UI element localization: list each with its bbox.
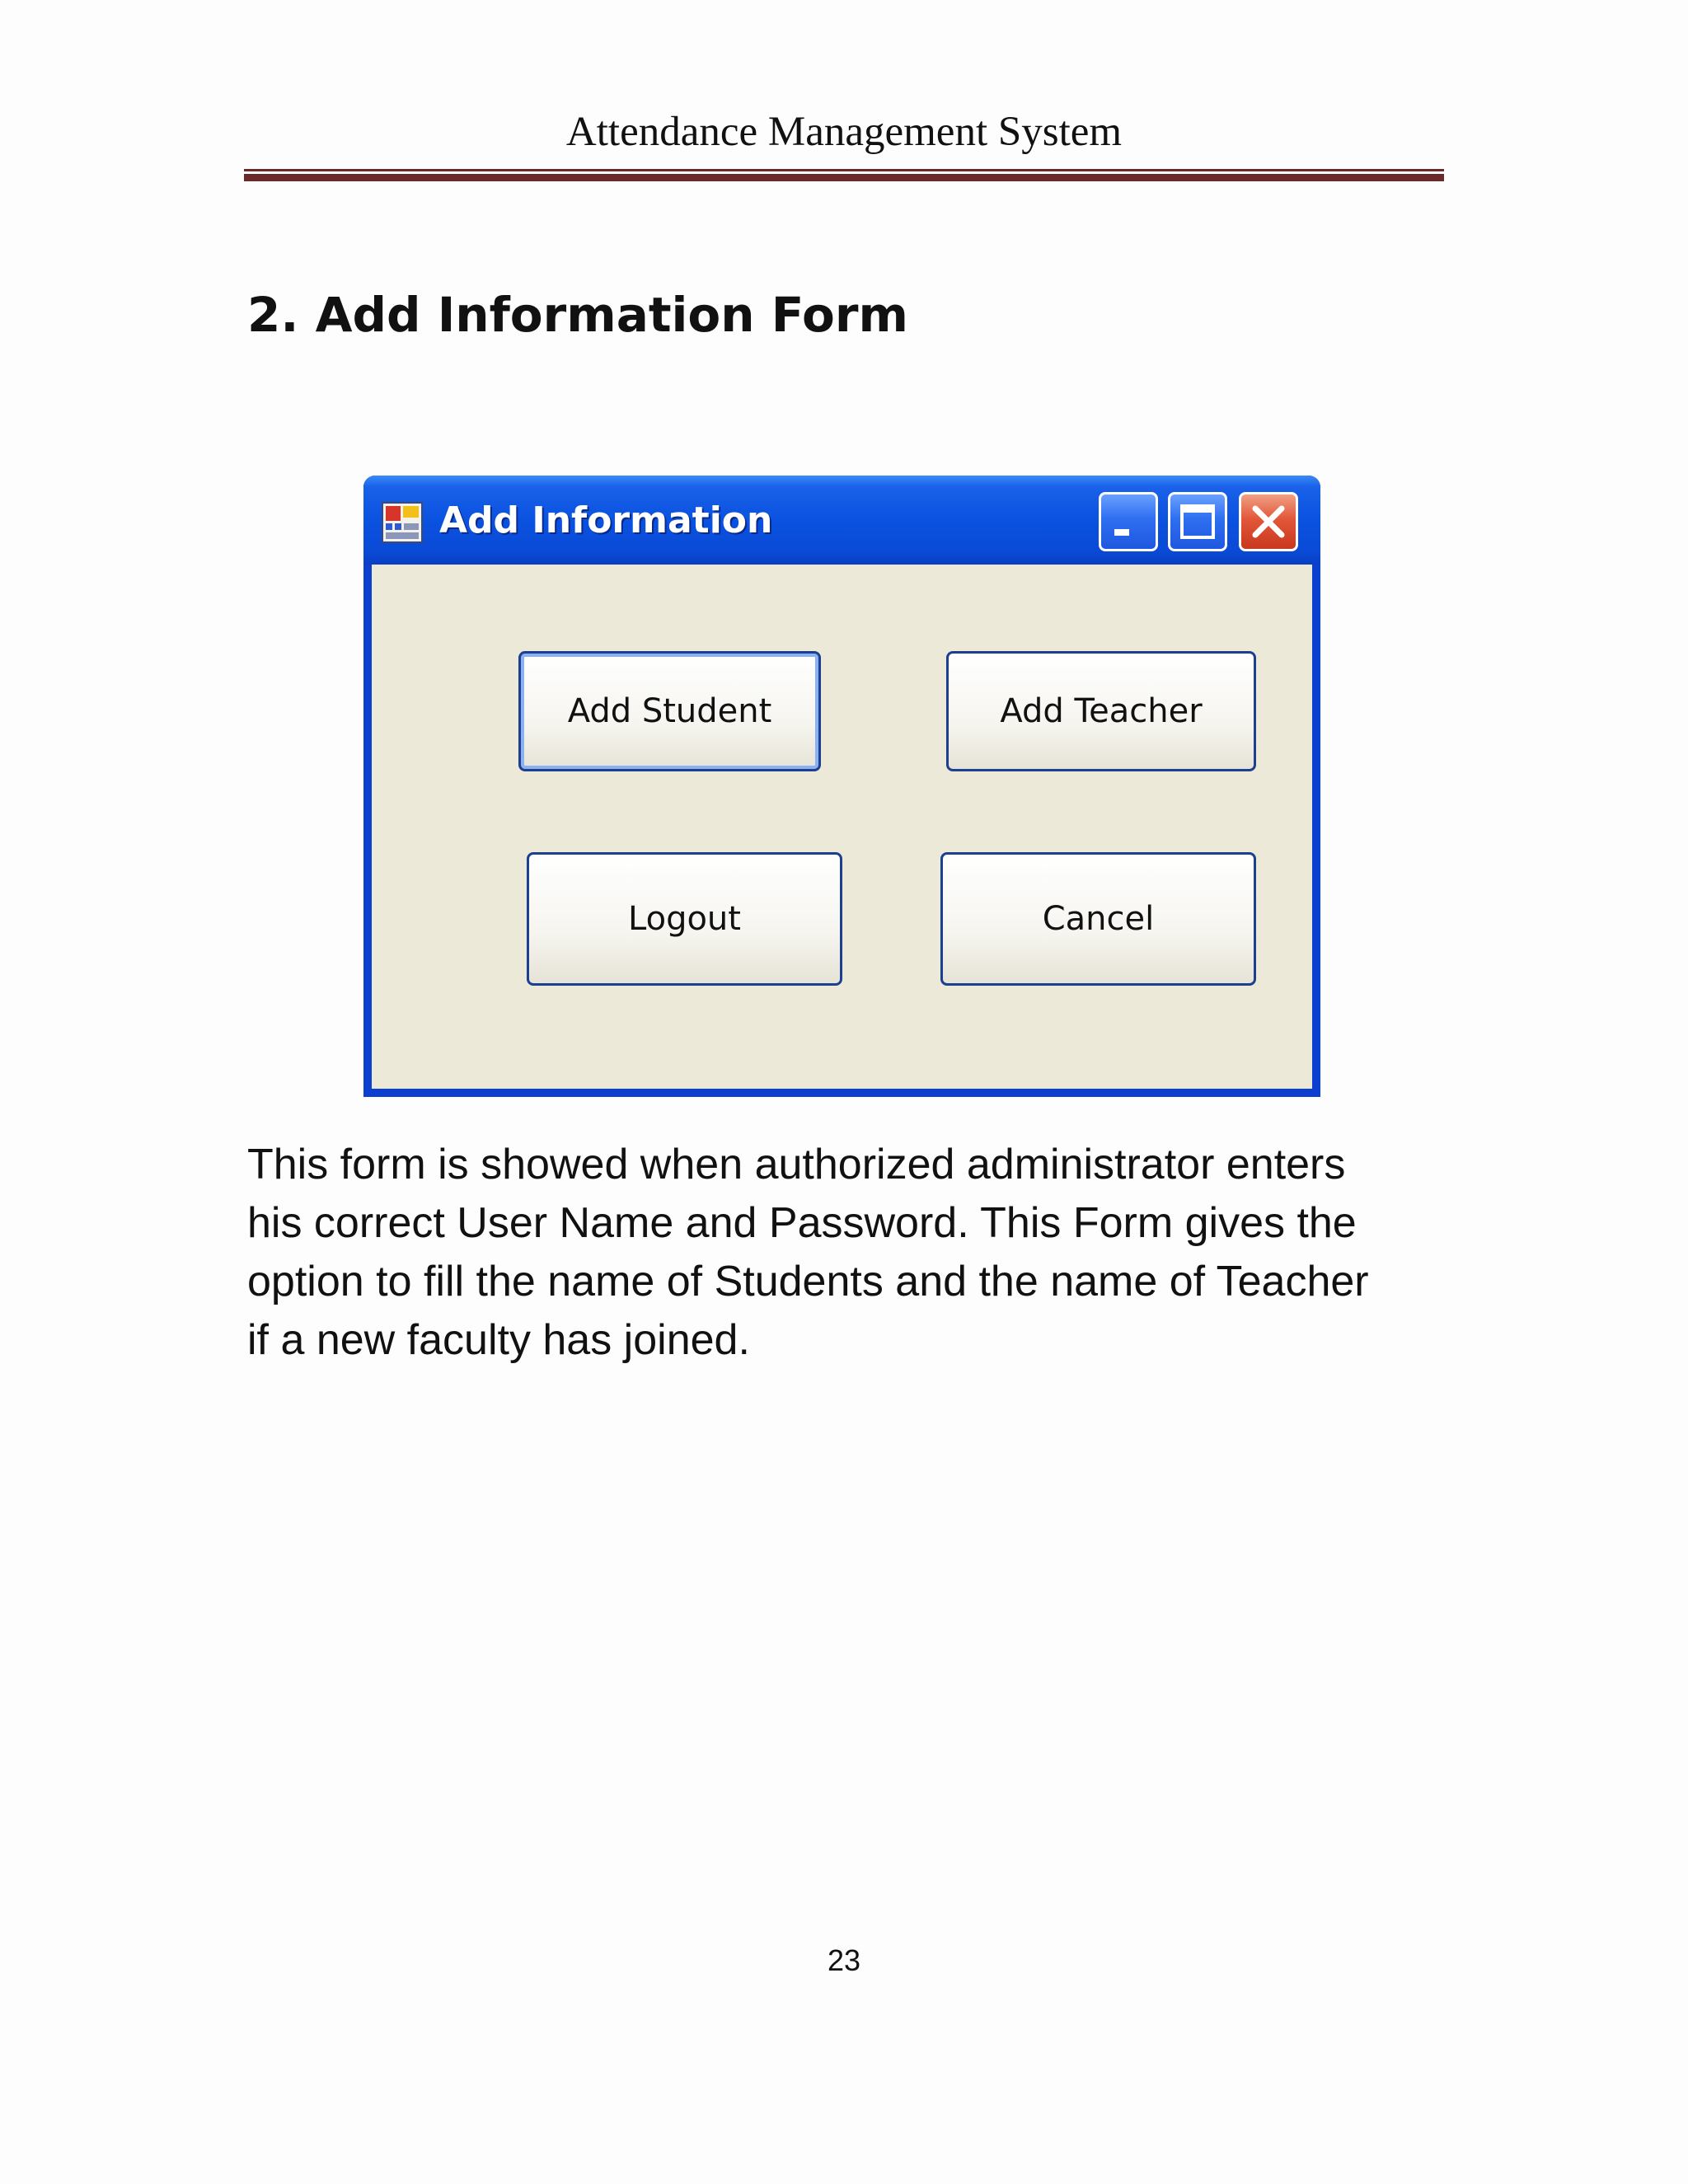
- description-line: This form is showed when authorized administrator enters: [247, 1141, 1346, 1188]
- header-divider-thick: [244, 174, 1444, 181]
- logout-button[interactable]: Logout: [527, 852, 842, 986]
- window-titlebar[interactable]: [363, 476, 1320, 565]
- close-button[interactable]: [1239, 492, 1298, 551]
- description-line: option to fill the name of Students and the name of Teacher: [247, 1258, 1369, 1305]
- add-student-button[interactable]: Add Student: [518, 651, 821, 771]
- description-line: his correct User Name and Password. This Form gives the: [247, 1199, 1357, 1247]
- window-client-area: [372, 565, 1312, 1089]
- header-divider-thin: [244, 169, 1444, 171]
- maximize-button[interactable]: [1168, 492, 1227, 551]
- add-teacher-button[interactable]: Add Teacher: [946, 651, 1256, 771]
- minimize-button[interactable]: [1099, 492, 1158, 551]
- page-header-title: Attendance Management System: [565, 109, 1123, 155]
- description-line: if a new faculty has joined.: [247, 1316, 750, 1364]
- window-title: Add Information: [439, 499, 773, 541]
- section-heading: 2. Add Information Form: [247, 287, 908, 343]
- add-information-window: [363, 476, 1320, 1097]
- maximize-icon: [1170, 494, 1225, 549]
- close-icon: [1241, 494, 1296, 549]
- minimize-icon: [1101, 494, 1156, 549]
- cancel-button[interactable]: Cancel: [940, 852, 1256, 986]
- form-app-icon: [382, 502, 423, 543]
- page-number: 23: [827, 1943, 861, 1977]
- description-paragraph: [247, 1136, 1451, 1370]
